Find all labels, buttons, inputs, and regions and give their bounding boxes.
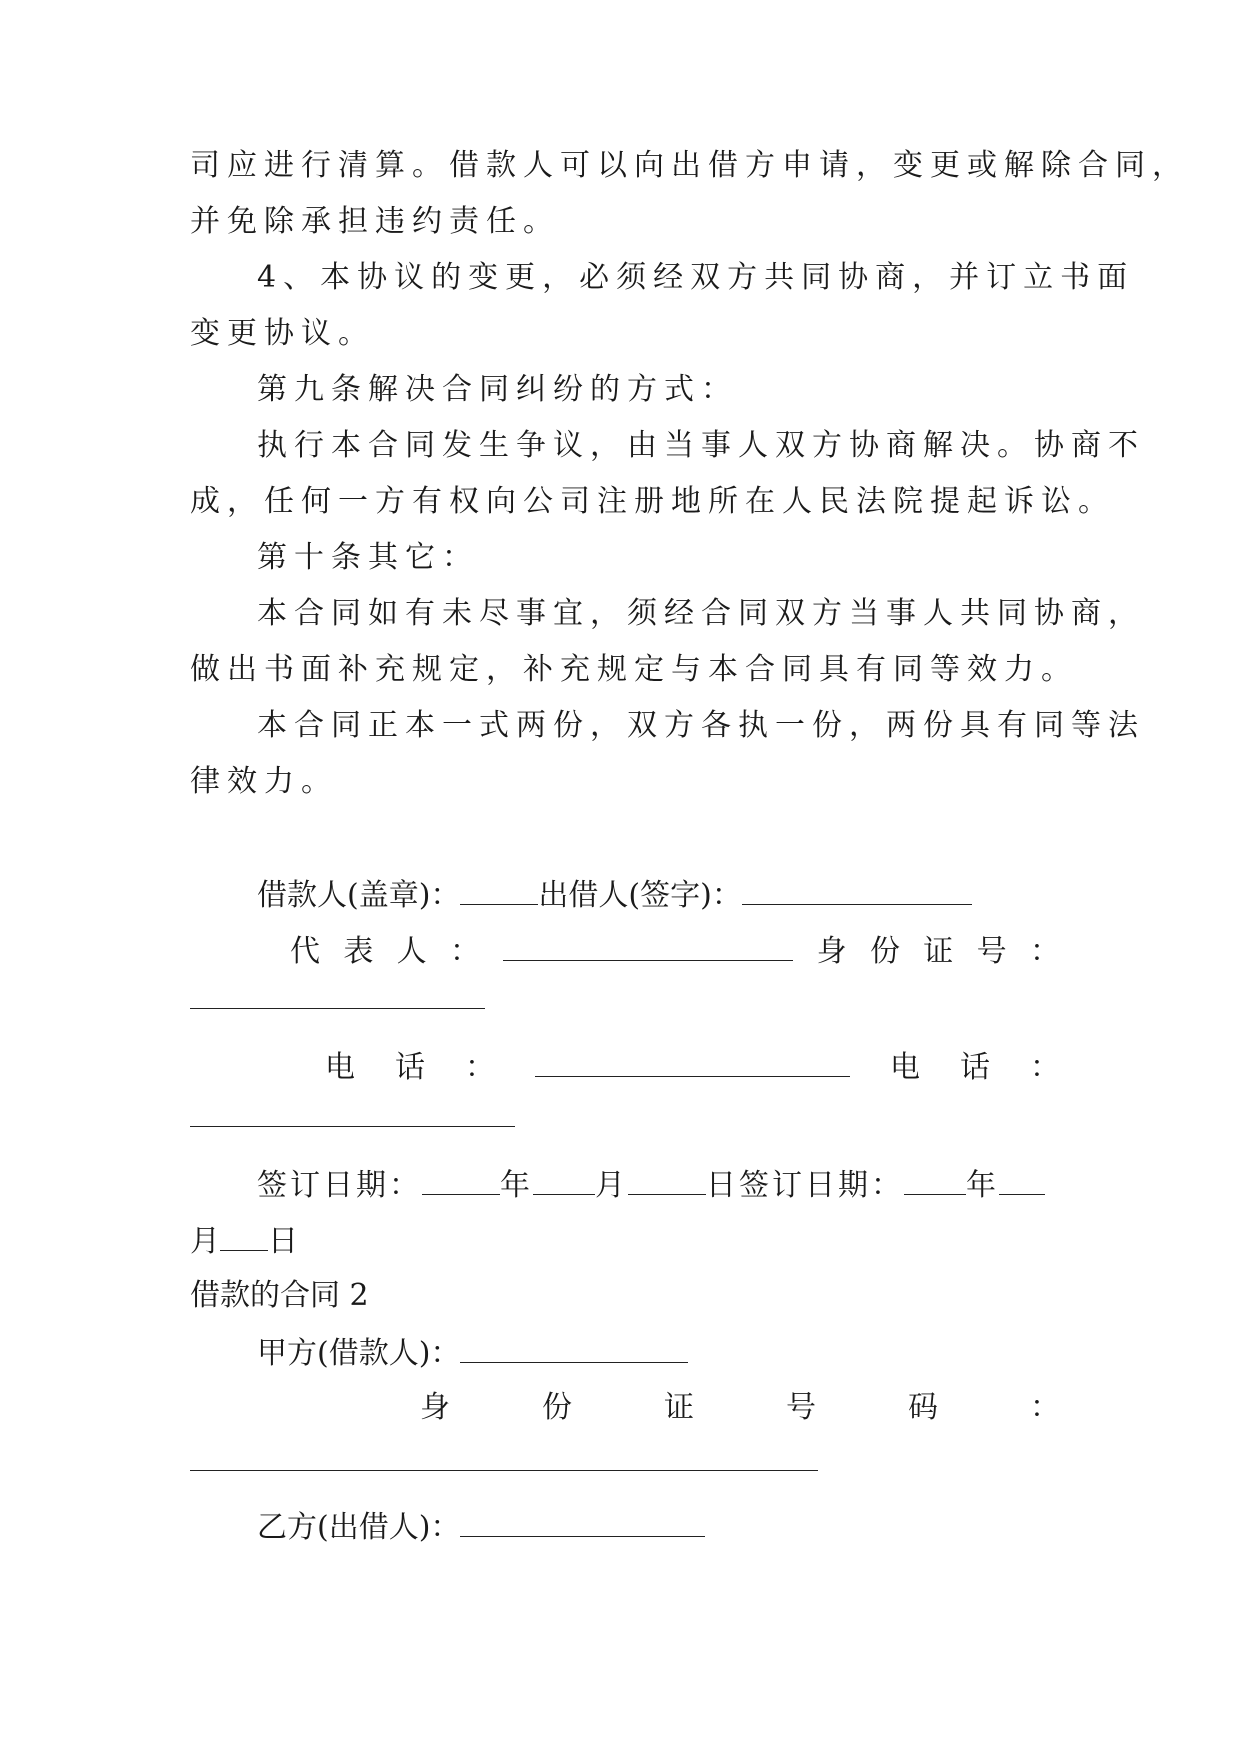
party-b-line — [257, 1506, 1060, 1546]
day2-blank[interactable] — [220, 1220, 268, 1251]
id-number-blank-2[interactable] — [190, 1470, 818, 1471]
rep-label-char: 代 — [290, 934, 320, 969]
sign-date-label: 签订日期： — [257, 1168, 422, 1203]
lender-signature-blank[interactable] — [742, 874, 972, 905]
rep-label-char: 表 — [343, 934, 374, 969]
text-line: 司应进行清算。借款人可以向出借方申请，变更或解除合同， — [190, 148, 1189, 183]
rep-label-char: ： — [449, 934, 480, 969]
section-heading: 第十条其它： — [257, 540, 479, 575]
party-a-label: 甲方(借款人)： — [257, 1336, 461, 1371]
phone2-label-char: 电 — [890, 1050, 920, 1085]
representative-blank[interactable] — [503, 930, 793, 961]
id-number-char: 证 — [664, 1390, 694, 1425]
party-a-line — [257, 1332, 1060, 1372]
day-blank[interactable] — [628, 1164, 706, 1195]
text-line: 本合同正本一式两份，双方各执一份，两份具有同等法 — [257, 708, 1145, 743]
month-blank[interactable] — [533, 1164, 595, 1195]
party-b-blank[interactable] — [460, 1506, 705, 1537]
party-b-label: 乙方(出借人)： — [257, 1510, 461, 1545]
phone2-label-char: 话 — [960, 1050, 990, 1085]
id-number-line — [420, 1388, 1060, 1428]
borrower-seal-blank[interactable] — [460, 874, 538, 905]
id-number-char: 身 — [420, 1390, 450, 1425]
phone-label-char: 话 — [395, 1050, 425, 1085]
id-label-char: ： — [1029, 934, 1060, 969]
phone-line — [325, 1046, 1060, 1086]
year-blank[interactable] — [422, 1164, 500, 1195]
month2-label: 月 — [190, 1224, 220, 1259]
text-line: 做出书面补充规定，补充规定与本合同具有同等效力。 — [190, 652, 1078, 687]
borrower-seal-label: 借款人(盖章)： — [257, 878, 461, 913]
text-line: 律效力。 — [190, 764, 338, 799]
text-line: 4、本协议的变更，必须经双方共同协商，并订立书面 — [257, 260, 1135, 295]
phone-blank[interactable] — [535, 1046, 850, 1077]
year-label: 年 — [500, 1168, 533, 1203]
representative-id-line — [290, 930, 1060, 970]
signature-line — [257, 874, 1060, 914]
sign-date2-label: 日签订日期： — [706, 1168, 904, 1203]
month-label: 月 — [595, 1168, 628, 1203]
text-line: 并免除承担违约责任。 — [190, 204, 560, 239]
month2-blank[interactable] — [999, 1164, 1045, 1195]
id-label-char: 份 — [869, 934, 900, 969]
text-line: 执行本合同发生争议，由当事人双方协商解决。协商不 — [257, 428, 1145, 463]
id-number-char: 号 — [786, 1390, 816, 1425]
section-heading: 第九条解决合同纠纷的方式： — [257, 372, 738, 407]
year2-label: 年 — [966, 1168, 999, 1203]
text-line: 本合同如有未尽事宜，须经合同双方当事人共同协商， — [257, 596, 1145, 631]
sign-date-line — [257, 1164, 1060, 1204]
id-number-blank[interactable] — [190, 1008, 485, 1009]
text-line: 变更协议。 — [190, 316, 375, 351]
phone2-blank[interactable] — [190, 1126, 515, 1127]
contract-title: 借款的合同 2 — [190, 1278, 369, 1313]
day2-label: 日 — [268, 1224, 298, 1259]
phone-label-char: ： — [465, 1050, 495, 1085]
id-label-char: 证 — [923, 934, 954, 969]
lender-signature-label: 出借人(签字)： — [538, 878, 742, 913]
id-label-char: 身 — [816, 934, 847, 969]
id-number-char: ： — [1030, 1390, 1060, 1425]
text-line: 成，任何一方有权向公司注册地所在人民法院提起诉讼。 — [190, 484, 1115, 519]
id-label-char: 号 — [976, 934, 1007, 969]
rep-label-char: 人 — [396, 934, 427, 969]
id-number-char: 份 — [542, 1390, 572, 1425]
year2-blank[interactable] — [904, 1164, 966, 1195]
phone2-label-char: ： — [1030, 1050, 1060, 1085]
phone-label-char: 电 — [325, 1050, 355, 1085]
id-number-char: 码 — [908, 1390, 938, 1425]
party-a-blank[interactable] — [460, 1332, 688, 1363]
sign-date-line-cont — [190, 1220, 1060, 1260]
